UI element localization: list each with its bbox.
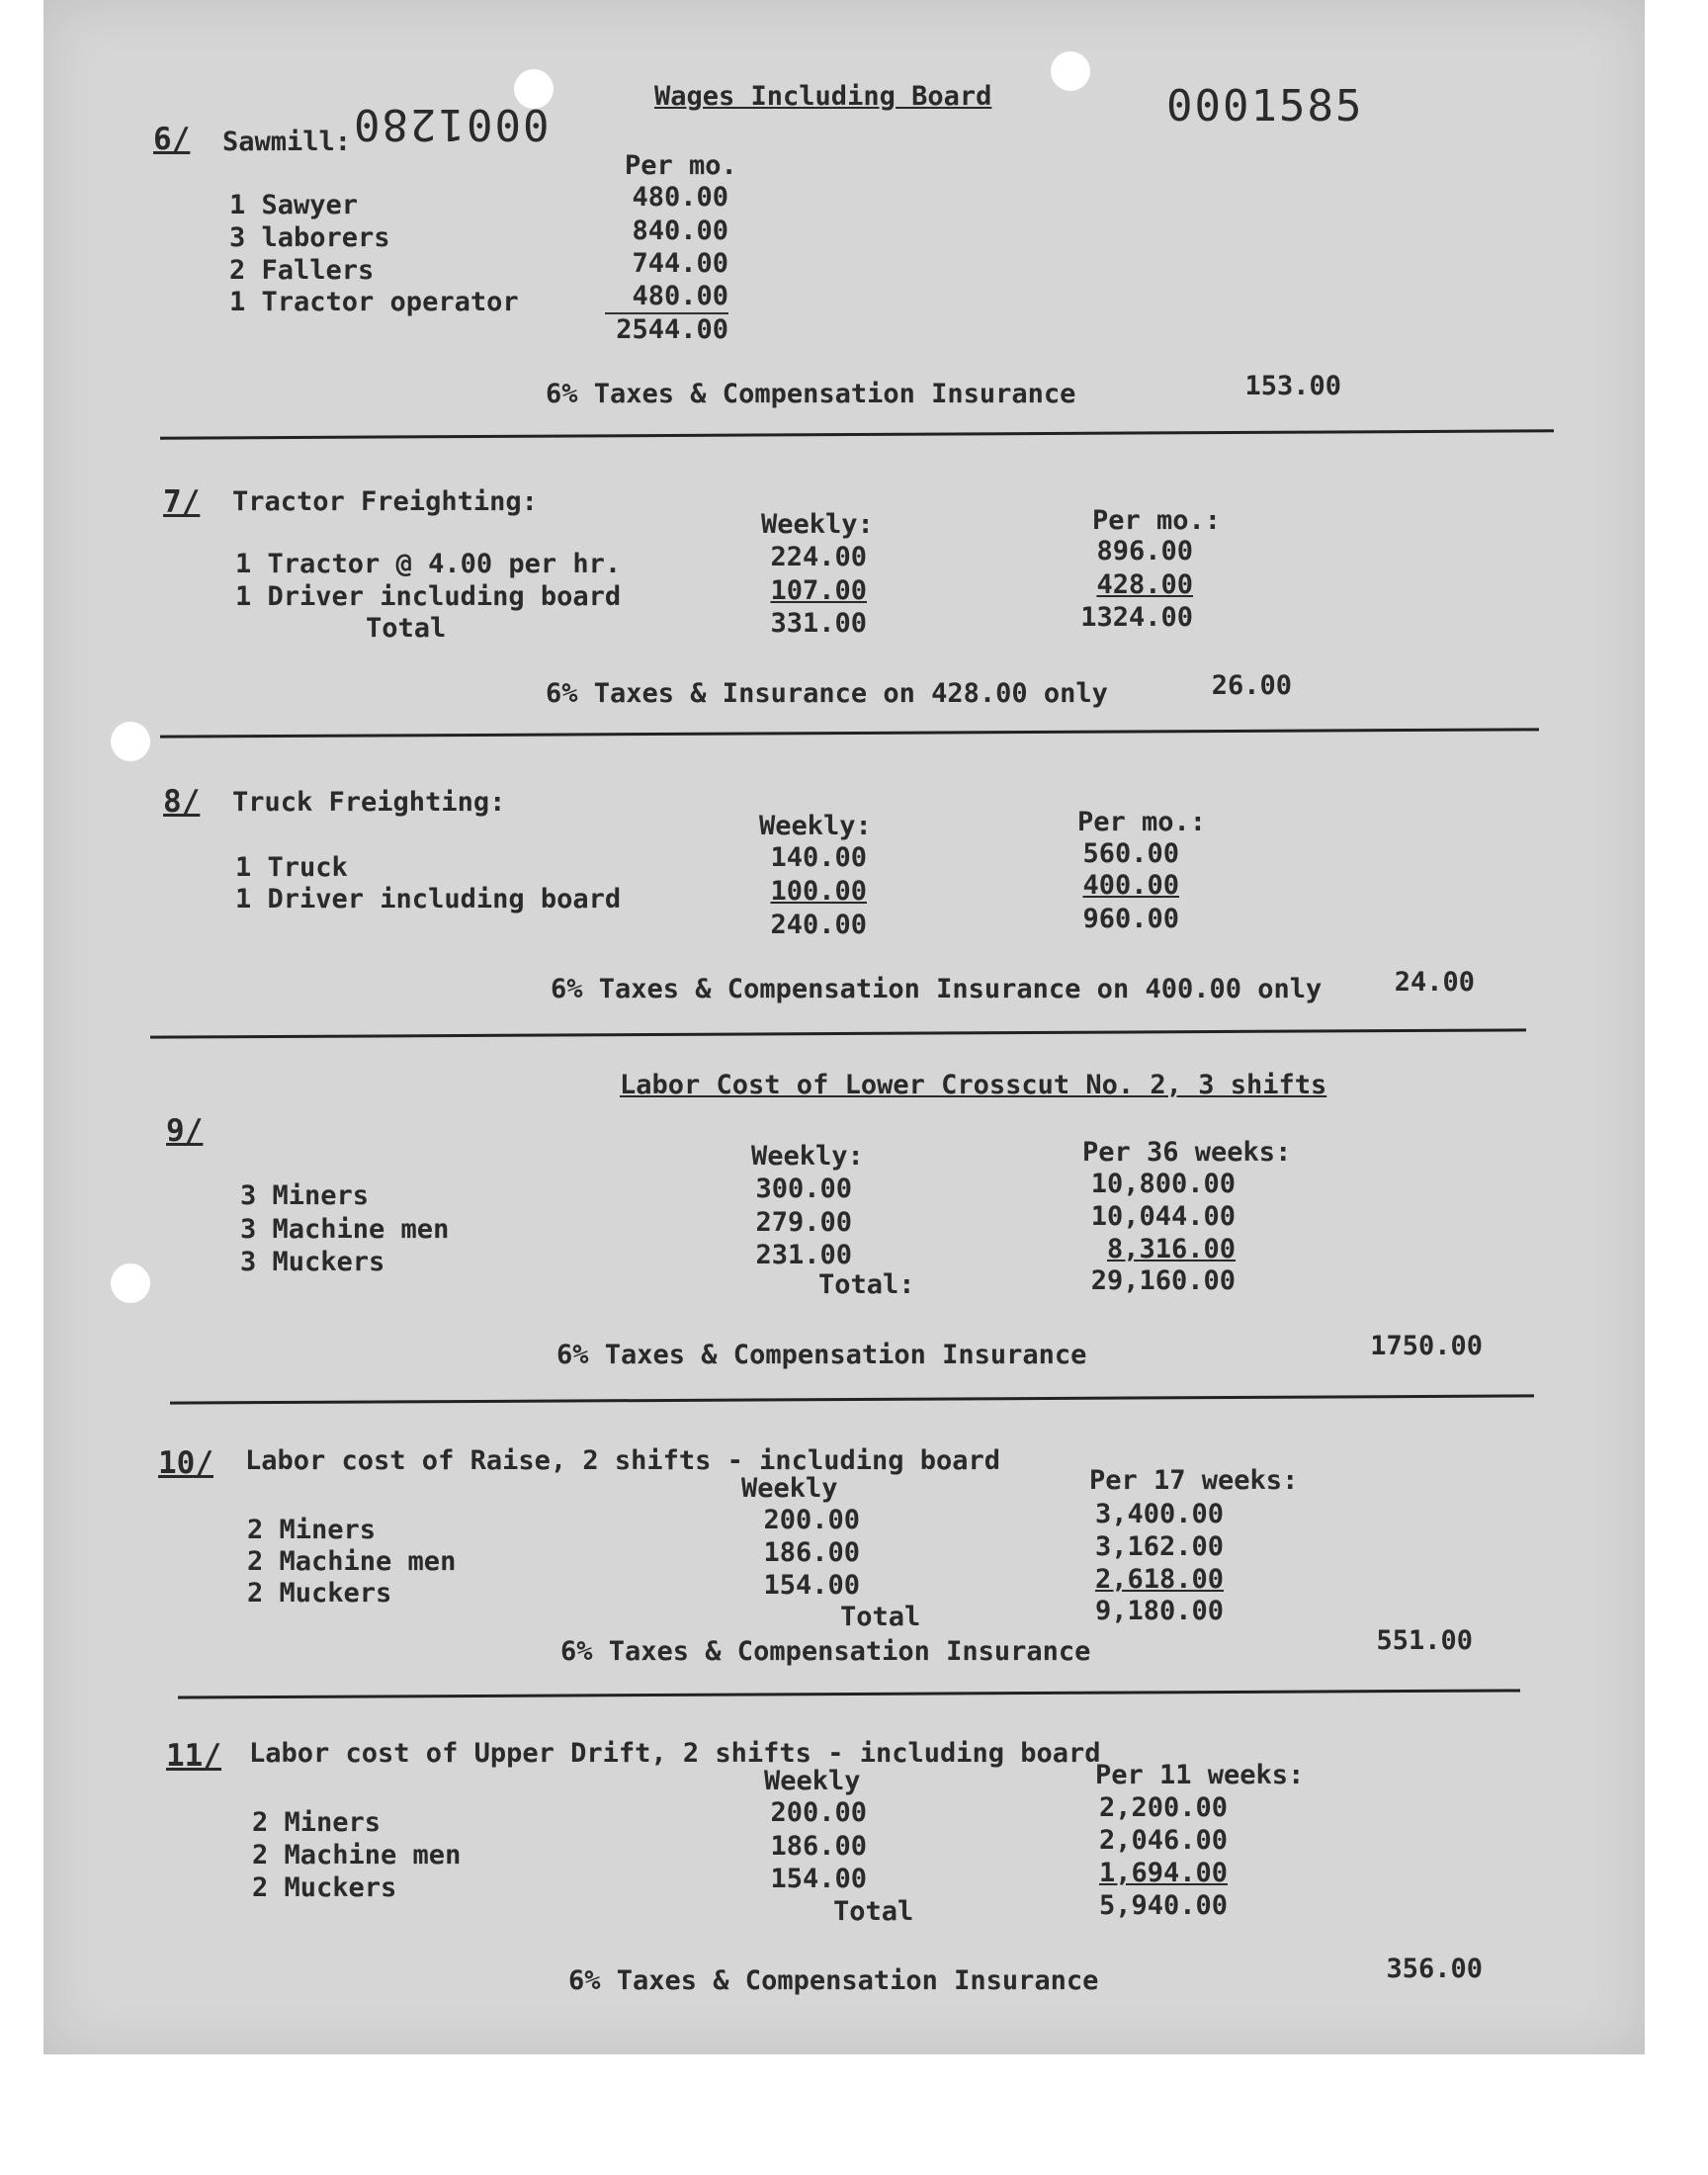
punch-hole-left-middle (111, 722, 150, 761)
row-label: 3 Miners (240, 1180, 370, 1211)
tax-value: 1750.00 (1370, 1331, 1483, 1361)
row-label: 1 Driver including board (235, 884, 622, 914)
section-number: 6/ (153, 122, 191, 157)
row-period: 10,800.00 (1090, 1169, 1236, 1199)
punch-hole-top-right (1051, 51, 1090, 91)
tax-label: 6% Taxes & Insurance on 428.00 only (546, 678, 1108, 709)
row-label: 3 laborers (229, 222, 390, 253)
row-weekly: 186.00 (770, 1831, 867, 1862)
tax-value: 551.00 (1376, 1625, 1473, 1656)
section-heading: Labor Cost of Lower Crosscut No. 2, 3 shifts (620, 1070, 1327, 1100)
section-number: 11/ (166, 1738, 221, 1774)
row-period: 1,694.00 (1098, 1858, 1228, 1888)
tax-value: 356.00 (1386, 1954, 1483, 1984)
row-label: 2 Muckers (247, 1578, 392, 1609)
row-label: 2 Miners (247, 1515, 377, 1545)
row-label: 2 Miners (252, 1807, 382, 1838)
total-label: Total (833, 1896, 914, 1927)
section-title: Labor cost of Raise, 2 shifts - including board (245, 1445, 1001, 1476)
tax-label: 6% Taxes & Compensation Insurance (556, 1340, 1087, 1370)
tax-value: 153.00 (1244, 371, 1341, 401)
row-label: 3 Machine men (240, 1214, 450, 1245)
row-monthly: 400.00 (1082, 870, 1179, 901)
total-label: Total: (818, 1269, 915, 1300)
row-weekly: 154.00 (770, 1864, 867, 1894)
rotated-number-stamp: 0001280 (352, 99, 550, 149)
row-weekly: 200.00 (763, 1505, 860, 1535)
row-monthly: 840.00 (632, 216, 728, 246)
punch-hole-left-lower (111, 1263, 150, 1303)
row-label: 2 Machine men (247, 1546, 457, 1577)
row-monthly: 480.00 (632, 281, 728, 311)
row-label: 2 Fallers (229, 255, 375, 286)
column-header-weekly: Weekly (741, 1473, 838, 1504)
row-period: 10,044.00 (1090, 1201, 1236, 1232)
row-weekly: 154.00 (763, 1570, 860, 1601)
row-period: 2,200.00 (1098, 1792, 1228, 1823)
row-weekly: 186.00 (763, 1537, 860, 1568)
row-weekly: 107.00 (770, 575, 867, 606)
section-title: Labor cost of Upper Drift, 2 shifts - including board (249, 1738, 1101, 1769)
row-monthly: 428.00 (1096, 569, 1193, 600)
total-period: 9,180.00 (1094, 1596, 1224, 1626)
tax-label: 6% Taxes & Compensation Insurance (568, 1965, 1099, 1996)
column-header-monthly: Per mo. (625, 150, 737, 181)
total-period: 5,940.00 (1098, 1890, 1228, 1921)
row-monthly: 560.00 (1082, 838, 1179, 869)
row-label: 1 Sawyer (229, 190, 359, 220)
total-label: Total (840, 1602, 921, 1632)
row-weekly: 279.00 (755, 1207, 852, 1238)
column-header-period: Per 11 weeks: (1095, 1760, 1305, 1790)
document-number-stamp: 0001585 (1166, 81, 1364, 131)
total-weekly: 331.00 (770, 608, 867, 639)
tax-value: 24.00 (1394, 967, 1475, 998)
tax-label: 6% Taxes & Compensation Insurance (560, 1636, 1091, 1667)
row-label: 1 Tractor operator (229, 287, 519, 317)
row-period: 3,400.00 (1094, 1499, 1224, 1529)
total-period: 29,160.00 (1090, 1265, 1236, 1296)
column-header-weekly: Weekly: (761, 509, 874, 540)
column-header-weekly: Weekly: (759, 811, 872, 841)
total-label: Total (366, 613, 447, 644)
total-weekly: 240.00 (770, 910, 867, 940)
section-title: Truck Freighting: (232, 787, 506, 818)
row-weekly: 100.00 (770, 876, 867, 907)
column-header-weekly: Weekly: (751, 1141, 864, 1172)
row-weekly: 140.00 (770, 842, 867, 873)
column-header-monthly: Per mo.: (1077, 807, 1207, 837)
row-label: 1 Driver including board (235, 581, 622, 612)
column-header-period: Per 36 weeks: (1082, 1137, 1292, 1168)
row-monthly: 480.00 (632, 182, 728, 213)
tax-label: 6% Taxes & Compensation Insurance on 400.00 only (551, 974, 1323, 1004)
row-monthly: 896.00 (1096, 536, 1193, 566)
row-period: 2,618.00 (1094, 1564, 1224, 1595)
row-weekly: 200.00 (770, 1797, 867, 1828)
page-title: Wages Including Board (654, 81, 992, 112)
section-number: 7/ (163, 484, 201, 520)
row-period: 8,316.00 (1106, 1234, 1236, 1264)
row-label: 3 Muckers (240, 1247, 385, 1277)
tax-label: 6% Taxes & Compensation Insurance (546, 379, 1076, 409)
section-number: 8/ (163, 784, 201, 820)
total-monthly: 1324.00 (1080, 602, 1193, 633)
tax-value: 26.00 (1211, 670, 1292, 701)
row-label: 1 Tractor @ 4.00 per hr. (235, 549, 622, 579)
total-monthly: 960.00 (1082, 904, 1179, 934)
total-monthly: 2544.00 (616, 314, 728, 345)
row-weekly: 224.00 (770, 542, 867, 572)
column-header-monthly: Per mo.: (1092, 505, 1222, 536)
row-period: 2,046.00 (1098, 1825, 1228, 1856)
row-label: 1 Truck (235, 852, 348, 883)
section-number: 10/ (158, 1445, 214, 1481)
row-label: 2 Machine men (252, 1840, 462, 1870)
row-weekly: 300.00 (755, 1174, 852, 1204)
row-label: 2 Muckers (252, 1872, 397, 1903)
section-number: 9/ (166, 1113, 204, 1149)
section-title: Sawmill: (222, 127, 352, 157)
section-title: Tractor Freighting: (232, 486, 538, 517)
column-header-period: Per 17 weeks: (1089, 1465, 1299, 1496)
row-monthly: 744.00 (632, 248, 728, 279)
row-period: 3,162.00 (1094, 1531, 1224, 1562)
column-header-weekly: Weekly (764, 1766, 861, 1796)
row-weekly: 231.00 (755, 1240, 852, 1270)
